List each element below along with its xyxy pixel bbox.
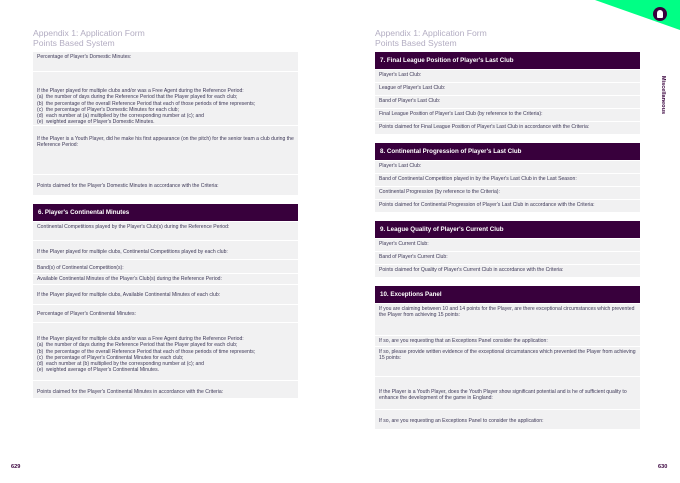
form-row[interactable]: Available Continental Minutes of the Player's Club(s) during the Reference Period: [33, 274, 298, 285]
form-row[interactable]: If so, please provide written evidence of the exceptional circumstances which prevented the Player from achieving 15 points: [375, 347, 640, 377]
form-row[interactable]: Final League Position of Player's Last Club (by reference to the Criteria): [375, 109, 640, 122]
form-row[interactable]: Points claimed for the Player's Continental Minutes in accordance with the Criteria: [33, 381, 298, 399]
form-row[interactable]: If the Player played for multiple clubs and/or was a Free Agent during the Reference Period: (a) the number of days during the Reference Period that the Player played for each club; (b) the percentage of the overall Reference Period that each of those periods of time represents; (c) the percentage of Player's Continental Minutes for each club; (d) each number at (b) multiplied by the corresponding number at (c); and (e) weighted average of Player's Continental Minutes. [33, 323, 298, 381]
form-row[interactable]: Band of Player's Last Club: [375, 96, 640, 109]
form-row[interactable]: Player's Last Club: [375, 161, 640, 174]
side-tab-miscellaneous: Miscellaneous [660, 75, 666, 115]
form-row[interactable]: If the Player is a Youth Player, did he make his first appearance (on the pitch) for the senior team a club during the Reference Period: [33, 126, 298, 175]
form-row[interactable]: Percentage of Player's Continental Minutes: [33, 305, 298, 323]
form-row[interactable]: Points claimed for the Player's Domestic Minutes in accordance with the Criteria: [33, 175, 298, 196]
section-header: 8. Continental Progression of Player's Last Club [375, 143, 640, 161]
form-row[interactable]: Player's Current Club: [375, 239, 640, 252]
form-row[interactable]: Continental Competitions played by the Player's Club(s) during the Reference Period: [33, 222, 298, 241]
form-row[interactable]: If the Player played for multiple clubs, Available Continental Minutes of each club: [33, 285, 298, 305]
form-row[interactable]: If so, are you requesting that an Exceptions Panel consider the application: [375, 336, 640, 347]
section-header: 6. Player's Continental Minutes [33, 204, 298, 222]
form-row[interactable]: If the Player played for multiple clubs and/or was a Free Agent during the Reference Period: (a) the number of days during the Reference Period that the Player played for each club; (b) the percentage of the overall Reference Period that each of those periods of time represents; (c) the percentage of Player's Domestic Minutes for each club; (d) each number at (a) multiplied by the corresponding number at (c); and (e) weighted average of Player's Domestic Minutes. [33, 72, 298, 126]
page-title-right: Appendix 1: Application Form Points Based System [375, 28, 487, 48]
form-row[interactable]: Player's Last Club: [375, 70, 640, 83]
form-row[interactable]: If the Player played for multiple clubs, Continental Competitions played by each club: [33, 241, 298, 260]
form-row[interactable]: Points claimed for Continental Progression of Player's Last Club in accordance with the Criteria: [375, 200, 640, 213]
form-row[interactable]: If so, are you requesting an Exceptions Panel to consider the application: [375, 410, 640, 430]
form-row[interactable]: League of Player's Last Club: [375, 83, 640, 96]
form-row[interactable]: Points claimed for Final League Position of Player's Last Club in accordance with the Criteria: [375, 122, 640, 135]
form-row[interactable]: If the Player is a Youth Player, does the Youth Player show significant potential and is he of sufficient quality to enhance the development of the game in England: [375, 377, 640, 410]
form-right [375, 52, 640, 430]
form-row[interactable]: Continental Progression (by reference to the Criteria): [375, 187, 640, 200]
premier-league-lion-icon [653, 7, 667, 21]
form-left [33, 52, 298, 399]
section-header: 9. League Quality of Player's Current Club [375, 221, 640, 239]
form-row[interactable]: Percentage of Player's Domestic Minutes: [33, 52, 298, 72]
corner-accent [595, 0, 680, 30]
form-row[interactable]: Band of Continental Competition played in by the Player's Last Club in the Last Season: [375, 174, 640, 187]
page-number-right: 630 [658, 464, 668, 470]
section-header: 7. Final League Position of Player's Last Club [375, 52, 640, 70]
form-row[interactable]: Band of Player's Current Club: [375, 252, 640, 265]
section-header: 10. Exceptions Panel [375, 286, 640, 304]
form-row[interactable]: Points claimed for Quality of Player's Current Club in accordance with the Criteria: [375, 265, 640, 278]
page-number-left: 629 [11, 464, 21, 470]
form-row[interactable]: Band(s) of Continental Competition(s): [33, 260, 298, 274]
page-title-left: Appendix 1: Application Form Points Based System [33, 28, 145, 48]
form-row[interactable]: If you are claiming between 10 and 14 points for the Player, are there exceptional circumstances which prevented the Player from achieving 15 points: [375, 304, 640, 336]
